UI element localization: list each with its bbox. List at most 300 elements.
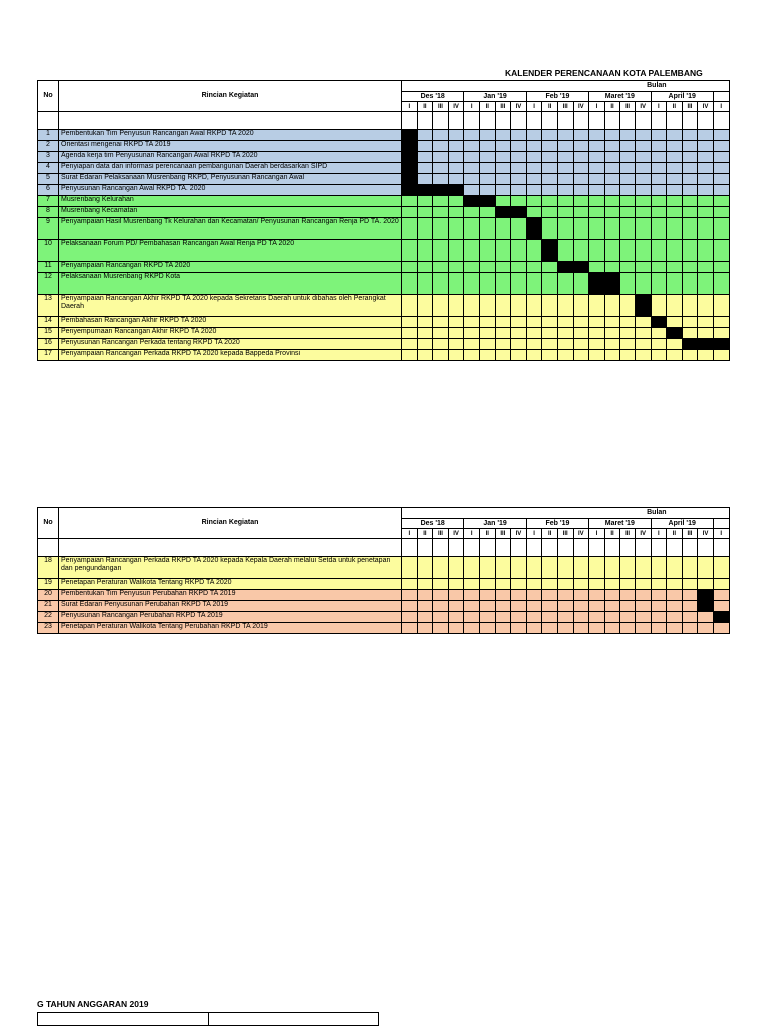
gantt-cell bbox=[511, 557, 527, 579]
gantt-cell bbox=[448, 174, 464, 185]
spacer-cell bbox=[620, 539, 636, 557]
row-task: Penyempurnaan Rancangan Akhir RKPD TA 2020 bbox=[59, 328, 402, 339]
gantt-cell bbox=[511, 579, 527, 590]
gantt-cell bbox=[526, 350, 542, 361]
table-row bbox=[38, 163, 730, 174]
row-task: Pembentukan Tim Penyusun Perubahan RKPD TA 2019 bbox=[59, 590, 402, 601]
spacer-cell bbox=[402, 112, 418, 130]
gantt-cell bbox=[464, 262, 480, 273]
gantt-cell bbox=[417, 612, 433, 623]
gantt-cell bbox=[713, 163, 729, 174]
gantt-cell bbox=[713, 196, 729, 207]
row-task: Surat Edaran Pelaksanaan Musrenbang RKPD, Penyusunan Rancangan Awal bbox=[59, 174, 402, 185]
row-number: 17 bbox=[38, 350, 59, 361]
gantt-cell bbox=[557, 273, 573, 295]
gantt-cell bbox=[589, 328, 605, 339]
table-row bbox=[38, 152, 730, 163]
spacer-cell bbox=[464, 112, 480, 130]
gantt-bar-cell bbox=[402, 185, 418, 196]
gantt-cell bbox=[542, 328, 558, 339]
gantt-cell bbox=[495, 218, 511, 240]
row-number: 9 bbox=[38, 218, 59, 240]
gantt-cell bbox=[542, 623, 558, 634]
gantt-cell bbox=[589, 218, 605, 240]
gantt-cell bbox=[573, 623, 589, 634]
gantt-cell bbox=[448, 623, 464, 634]
row-number: 23 bbox=[38, 623, 59, 634]
week-header: III bbox=[682, 102, 698, 112]
week-header: III bbox=[682, 529, 698, 539]
gantt-cell bbox=[464, 317, 480, 328]
gantt-cell bbox=[511, 174, 527, 185]
gantt-cell bbox=[433, 262, 449, 273]
gantt-cell bbox=[698, 295, 714, 317]
gantt-cell bbox=[417, 273, 433, 295]
gantt-cell bbox=[542, 557, 558, 579]
gantt-cell bbox=[589, 612, 605, 623]
gantt-cell bbox=[464, 273, 480, 295]
gantt-cell bbox=[604, 141, 620, 152]
gantt-cell bbox=[511, 612, 527, 623]
gantt-cell bbox=[698, 130, 714, 141]
row-number: 21 bbox=[38, 601, 59, 612]
gantt-cell bbox=[526, 601, 542, 612]
gantt-cell bbox=[682, 163, 698, 174]
spacer-cell bbox=[448, 112, 464, 130]
gantt-cell bbox=[682, 623, 698, 634]
gantt-cell bbox=[620, 590, 636, 601]
week-header: IV bbox=[448, 102, 464, 112]
gantt-cell bbox=[448, 218, 464, 240]
spacer-cell bbox=[417, 112, 433, 130]
gantt-bar-cell bbox=[464, 196, 480, 207]
gantt-cell bbox=[464, 623, 480, 634]
gantt-cell bbox=[557, 590, 573, 601]
gantt-cell bbox=[495, 339, 511, 350]
gantt-cell bbox=[448, 130, 464, 141]
gantt-cell bbox=[620, 623, 636, 634]
gantt-cell bbox=[542, 579, 558, 590]
gantt-cell bbox=[620, 240, 636, 262]
gantt-cell bbox=[604, 174, 620, 185]
gantt-cell bbox=[573, 350, 589, 361]
gantt-cell bbox=[402, 590, 418, 601]
month-header: Jan '19 bbox=[464, 519, 526, 529]
gantt-cell bbox=[542, 163, 558, 174]
gantt-cell bbox=[698, 218, 714, 240]
gantt-cell bbox=[479, 350, 495, 361]
gantt-cell bbox=[667, 350, 683, 361]
gantt-cell bbox=[651, 601, 667, 612]
gantt-cell bbox=[635, 141, 651, 152]
gantt-cell bbox=[651, 218, 667, 240]
row-number: 16 bbox=[38, 339, 59, 350]
gantt-cell bbox=[433, 590, 449, 601]
row-task: Penetapan Peraturan Walikota Tentang RKPD TA 2020 bbox=[59, 579, 402, 590]
gantt-cell bbox=[651, 152, 667, 163]
gantt-cell bbox=[511, 590, 527, 601]
gantt-cell bbox=[589, 590, 605, 601]
month-header: Feb '19 bbox=[526, 92, 588, 102]
gantt-cell bbox=[542, 196, 558, 207]
week-header: I bbox=[402, 529, 418, 539]
gantt-cell bbox=[448, 141, 464, 152]
gantt-cell bbox=[495, 273, 511, 295]
gantt-cell bbox=[448, 295, 464, 317]
row-task: Penyampaian Rancangan Perkada RKPD TA 2020 kepada Bappeda Provinsi bbox=[59, 350, 402, 361]
gantt-cell bbox=[542, 295, 558, 317]
gantt-cell bbox=[573, 196, 589, 207]
table-row bbox=[38, 273, 730, 295]
gantt-cell bbox=[495, 328, 511, 339]
gantt-cell bbox=[495, 185, 511, 196]
week-header: I bbox=[589, 102, 605, 112]
gantt-cell bbox=[511, 240, 527, 262]
gantt-cell bbox=[682, 590, 698, 601]
gantt-cell bbox=[542, 317, 558, 328]
gantt-cell bbox=[511, 141, 527, 152]
gantt-bar-cell bbox=[402, 174, 418, 185]
gantt-cell bbox=[635, 601, 651, 612]
gantt-cell bbox=[511, 295, 527, 317]
gantt-cell bbox=[511, 317, 527, 328]
gantt-cell bbox=[682, 579, 698, 590]
gantt-cell bbox=[573, 612, 589, 623]
gantt-table bbox=[37, 80, 730, 361]
gantt-cell bbox=[526, 273, 542, 295]
gantt-cell bbox=[620, 262, 636, 273]
gantt-cell bbox=[402, 207, 418, 218]
gantt-cell bbox=[526, 339, 542, 350]
gantt-cell bbox=[511, 273, 527, 295]
spacer-cell bbox=[433, 112, 449, 130]
gantt-bar-cell bbox=[573, 262, 589, 273]
gantt-cell bbox=[651, 350, 667, 361]
month-header: April '19 bbox=[651, 92, 713, 102]
gantt-cell bbox=[479, 218, 495, 240]
gantt-cell bbox=[448, 207, 464, 218]
week-header: I bbox=[464, 529, 480, 539]
gantt-cell bbox=[573, 207, 589, 218]
gantt-cell bbox=[464, 350, 480, 361]
gantt-cell bbox=[620, 579, 636, 590]
gantt-cell bbox=[620, 601, 636, 612]
gantt-bar-cell bbox=[651, 317, 667, 328]
gantt-cell bbox=[651, 328, 667, 339]
gantt-cell bbox=[448, 152, 464, 163]
gantt-cell bbox=[433, 141, 449, 152]
gantt-cell bbox=[651, 590, 667, 601]
header-no: No bbox=[38, 81, 59, 112]
gantt-cell bbox=[479, 328, 495, 339]
spacer-cell bbox=[464, 539, 480, 557]
row-number: 1 bbox=[38, 130, 59, 141]
gantt-cell bbox=[589, 185, 605, 196]
gantt-cell bbox=[573, 590, 589, 601]
gantt-cell bbox=[573, 240, 589, 262]
week-header: III bbox=[495, 529, 511, 539]
gantt-cell bbox=[651, 196, 667, 207]
spacer-cell bbox=[479, 112, 495, 130]
gantt-cell bbox=[682, 262, 698, 273]
gantt-cell bbox=[589, 623, 605, 634]
gantt-cell bbox=[495, 612, 511, 623]
gantt-cell bbox=[589, 196, 605, 207]
gantt-cell bbox=[417, 317, 433, 328]
gantt-cell bbox=[464, 601, 480, 612]
gantt-cell bbox=[635, 152, 651, 163]
gantt-bar-cell bbox=[698, 590, 714, 601]
month-header: Des '18 bbox=[402, 92, 464, 102]
page-title: KALENDER PERENCANAAN KOTA PALEMBANG bbox=[505, 68, 703, 78]
gantt-cell bbox=[667, 174, 683, 185]
gantt-cell bbox=[620, 185, 636, 196]
gantt-bar-cell bbox=[402, 141, 418, 152]
gantt-cell bbox=[620, 207, 636, 218]
gantt-cell bbox=[526, 612, 542, 623]
gantt-cell bbox=[495, 623, 511, 634]
gantt-bar-cell bbox=[698, 339, 714, 350]
gantt-cell bbox=[620, 273, 636, 295]
gantt-cell bbox=[526, 174, 542, 185]
gantt-cell bbox=[526, 240, 542, 262]
table-row bbox=[38, 295, 730, 317]
gantt-cell bbox=[464, 163, 480, 174]
row-number: 7 bbox=[38, 196, 59, 207]
gantt-cell bbox=[495, 350, 511, 361]
gantt-cell bbox=[417, 339, 433, 350]
gantt-cell bbox=[464, 612, 480, 623]
gantt-cell bbox=[698, 612, 714, 623]
gantt-bar-cell bbox=[682, 339, 698, 350]
gantt-cell bbox=[542, 350, 558, 361]
gantt-cell bbox=[713, 623, 729, 634]
gantt-cell bbox=[651, 163, 667, 174]
gantt-cell bbox=[589, 601, 605, 612]
gantt-cell bbox=[495, 262, 511, 273]
gantt-cell bbox=[698, 579, 714, 590]
gantt-cell bbox=[698, 207, 714, 218]
gantt-cell bbox=[557, 339, 573, 350]
week-header: III bbox=[557, 529, 573, 539]
gantt-cell bbox=[448, 339, 464, 350]
gantt-cell bbox=[604, 185, 620, 196]
gantt-cell bbox=[620, 152, 636, 163]
gantt-cell bbox=[682, 612, 698, 623]
gantt-cell bbox=[526, 328, 542, 339]
gantt-cell bbox=[542, 185, 558, 196]
gantt-cell bbox=[479, 163, 495, 174]
week-header: I bbox=[402, 102, 418, 112]
spacer-cell bbox=[542, 539, 558, 557]
header-rincian: Rincian Kegiatan bbox=[59, 508, 402, 539]
gantt-cell bbox=[557, 130, 573, 141]
gantt-cell bbox=[479, 262, 495, 273]
gantt-cell bbox=[667, 317, 683, 328]
gantt-cell bbox=[402, 557, 418, 579]
gantt-cell bbox=[479, 317, 495, 328]
week-header: IV bbox=[635, 102, 651, 112]
gantt-cell bbox=[433, 612, 449, 623]
month-header: Maret '19 bbox=[589, 519, 651, 529]
gantt-bar-cell bbox=[402, 130, 418, 141]
gantt-cell bbox=[667, 273, 683, 295]
week-header: III bbox=[495, 102, 511, 112]
month-header: Jan '19 bbox=[464, 92, 526, 102]
gantt-cell bbox=[589, 152, 605, 163]
gantt-cell bbox=[682, 240, 698, 262]
gantt-cell bbox=[667, 196, 683, 207]
spacer-cell bbox=[589, 112, 605, 130]
spacer-cell bbox=[698, 112, 714, 130]
gantt-cell bbox=[448, 196, 464, 207]
row-task: Penetapan Peraturan Walikota Tentang Perubahan RKPD TA 2019 bbox=[59, 623, 402, 634]
row-number: 4 bbox=[38, 163, 59, 174]
gantt-cell bbox=[604, 218, 620, 240]
gantt-cell bbox=[713, 295, 729, 317]
header-bulan: Bulan bbox=[402, 81, 730, 92]
gantt-cell bbox=[713, 141, 729, 152]
gantt-cell bbox=[479, 612, 495, 623]
gantt-cell bbox=[635, 273, 651, 295]
week-header: IV bbox=[448, 529, 464, 539]
gantt-cell bbox=[620, 141, 636, 152]
gantt-cell bbox=[557, 218, 573, 240]
bottom-title: G TAHUN ANGGARAN 2019 bbox=[37, 999, 149, 1009]
gantt-cell bbox=[651, 273, 667, 295]
gantt-cell bbox=[402, 295, 418, 317]
row-task: Pelaksanaan Forum PD/ Pembahasan Rancangan Awal Renja PD TA 2020 bbox=[59, 240, 402, 262]
gantt-cell bbox=[511, 130, 527, 141]
gantt-cell bbox=[526, 141, 542, 152]
gantt-cell bbox=[448, 350, 464, 361]
gantt-cell bbox=[479, 557, 495, 579]
gantt-cell bbox=[557, 623, 573, 634]
row-number: 22 bbox=[38, 612, 59, 623]
gantt-cell bbox=[604, 163, 620, 174]
table-row bbox=[38, 207, 730, 218]
gantt-cell bbox=[557, 295, 573, 317]
gantt-cell bbox=[713, 601, 729, 612]
gantt-cell bbox=[698, 185, 714, 196]
gantt-cell bbox=[589, 141, 605, 152]
month-header: April '19 bbox=[651, 519, 713, 529]
gantt-cell bbox=[651, 185, 667, 196]
gantt-cell bbox=[667, 185, 683, 196]
gantt-bar-cell bbox=[589, 273, 605, 295]
gantt-cell bbox=[604, 350, 620, 361]
gantt-bar-cell bbox=[713, 339, 729, 350]
row-task: Penyampaian Rancangan RKPD TA 2020 bbox=[59, 262, 402, 273]
table-row bbox=[38, 196, 730, 207]
table-row bbox=[38, 328, 730, 339]
gantt-cell bbox=[511, 163, 527, 174]
gantt-cell bbox=[433, 557, 449, 579]
gantt-cell bbox=[698, 240, 714, 262]
week-header: I bbox=[526, 102, 542, 112]
gantt-cell bbox=[526, 590, 542, 601]
gantt-cell bbox=[651, 339, 667, 350]
schedule-table-1 bbox=[37, 80, 768, 361]
gantt-cell bbox=[433, 350, 449, 361]
gantt-cell bbox=[511, 152, 527, 163]
gantt-cell bbox=[682, 141, 698, 152]
gantt-cell bbox=[698, 174, 714, 185]
gantt-cell bbox=[464, 557, 480, 579]
gantt-cell bbox=[542, 590, 558, 601]
gantt-cell bbox=[495, 579, 511, 590]
gantt-cell bbox=[433, 174, 449, 185]
gantt-cell bbox=[557, 141, 573, 152]
gantt-cell bbox=[526, 623, 542, 634]
gantt-cell bbox=[526, 196, 542, 207]
gantt-cell bbox=[698, 623, 714, 634]
gantt-cell bbox=[589, 579, 605, 590]
gantt-cell bbox=[448, 601, 464, 612]
gantt-cell bbox=[573, 273, 589, 295]
gantt-cell bbox=[713, 174, 729, 185]
spacer-cell bbox=[651, 112, 667, 130]
gantt-cell bbox=[651, 295, 667, 317]
table-row bbox=[38, 174, 730, 185]
gantt-cell bbox=[402, 612, 418, 623]
row-number: 6 bbox=[38, 185, 59, 196]
gantt-cell bbox=[698, 196, 714, 207]
gantt-cell bbox=[417, 579, 433, 590]
gantt-cell bbox=[620, 130, 636, 141]
spacer-cell bbox=[495, 112, 511, 130]
week-header: IV bbox=[635, 529, 651, 539]
row-task: Penyusunan Rancangan Perkada tentang RKPD TA 2020 bbox=[59, 339, 402, 350]
gantt-cell bbox=[448, 579, 464, 590]
week-header: I bbox=[589, 529, 605, 539]
gantt-cell bbox=[417, 152, 433, 163]
gantt-cell bbox=[479, 339, 495, 350]
gantt-cell bbox=[667, 579, 683, 590]
row-task: Penyusunan Rancangan Awal RKPD TA. 2020 bbox=[59, 185, 402, 196]
gantt-cell bbox=[433, 163, 449, 174]
spacer-cell bbox=[604, 112, 620, 130]
gantt-cell bbox=[667, 152, 683, 163]
spacer-cell bbox=[59, 112, 402, 130]
table-row bbox=[38, 218, 730, 240]
gantt-cell bbox=[479, 207, 495, 218]
gantt-cell bbox=[620, 328, 636, 339]
gantt-cell bbox=[713, 590, 729, 601]
gantt-cell bbox=[573, 218, 589, 240]
gantt-cell bbox=[698, 350, 714, 361]
gantt-cell bbox=[479, 130, 495, 141]
row-number: 3 bbox=[38, 152, 59, 163]
gantt-cell bbox=[511, 262, 527, 273]
row-number: 14 bbox=[38, 317, 59, 328]
gantt-cell bbox=[682, 557, 698, 579]
week-header: II bbox=[479, 102, 495, 112]
week-header: II bbox=[479, 529, 495, 539]
spacer-cell bbox=[59, 539, 402, 557]
month-header: Maret '19 bbox=[589, 92, 651, 102]
gantt-cell bbox=[698, 152, 714, 163]
gantt-cell bbox=[479, 273, 495, 295]
gantt-cell bbox=[682, 130, 698, 141]
gantt-cell bbox=[495, 601, 511, 612]
week-header: III bbox=[557, 102, 573, 112]
gantt-cell bbox=[542, 141, 558, 152]
row-task: Musrenbang Kecamatan bbox=[59, 207, 402, 218]
row-task: Surat Edaran Penyusunan Perubahan RKPD TA 2019 bbox=[59, 601, 402, 612]
gantt-cell bbox=[557, 196, 573, 207]
gantt-cell bbox=[511, 218, 527, 240]
